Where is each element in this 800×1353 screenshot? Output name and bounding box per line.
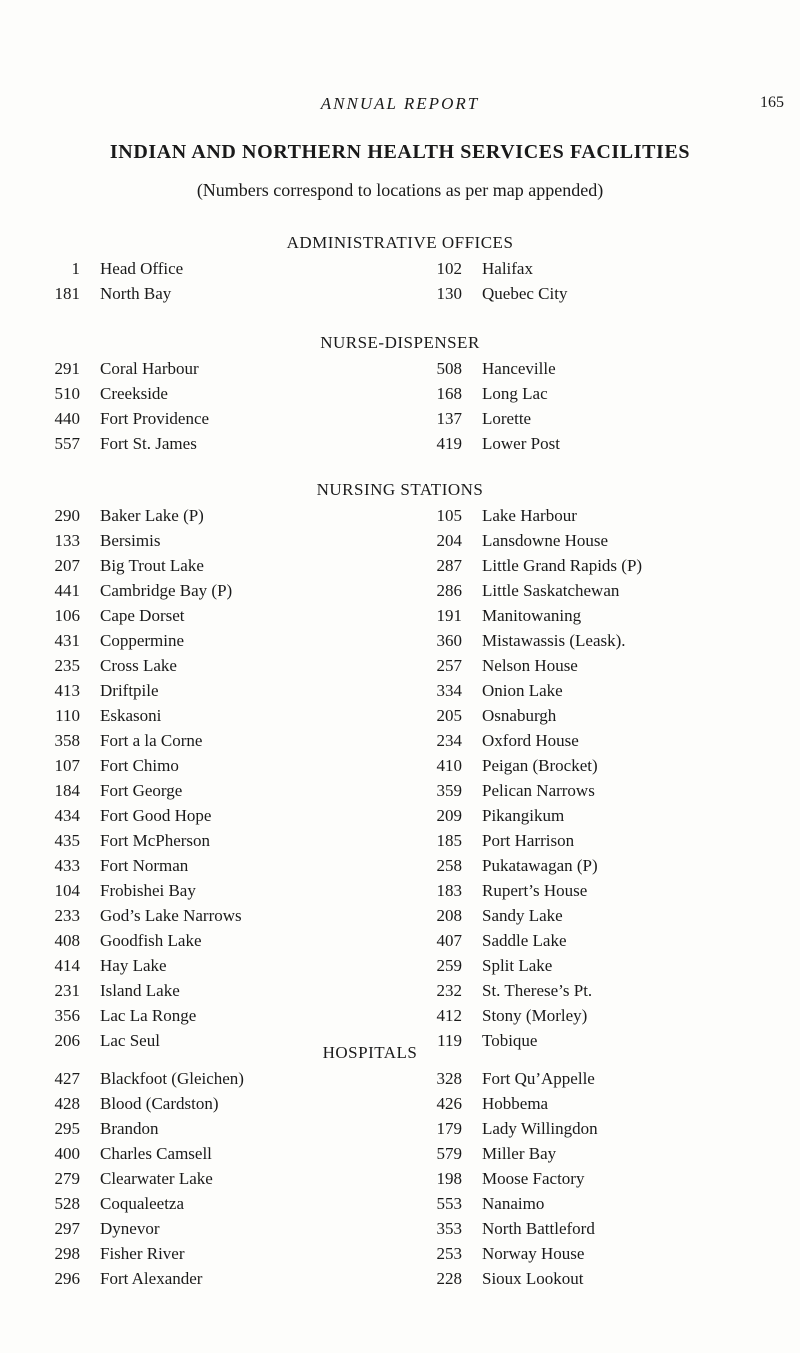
location-number: 119 [437,1031,462,1050]
location-name: St. Therese’s Pt. [482,981,593,1000]
location-name: Charles Camsell [100,1144,212,1163]
location-number: 291 [54,359,80,378]
location-number: 258 [436,856,462,875]
location-number: 235 [54,656,80,675]
list-item [0,1069,800,1094]
location-number: 297 [54,1219,80,1238]
section-administrative-offices [0,233,800,309]
list-item [0,1219,800,1244]
location-number: 1 [71,259,80,278]
location-number: 407 [436,931,462,950]
location-number: 253 [436,1244,462,1263]
location-name: Onion Lake [482,681,563,700]
location-name: Saddle Lake [482,931,567,950]
location-name: Rupert’s House [482,881,588,900]
location-number: 528 [54,1194,80,1213]
location-name: Stony (Morley) [482,1006,588,1025]
page-subtitle: (Numbers correspond to locations as per map appended) [196,180,604,200]
location-name: North Battleford [482,1219,595,1238]
location-number: 106 [54,606,80,625]
location-name: Blood (Cardston) [100,1094,219,1113]
location-number: 557 [54,434,80,453]
list-item [0,1169,800,1194]
list-item [0,706,800,731]
location-number: 431 [54,631,80,650]
location-number: 295 [54,1119,80,1138]
list-item [0,831,800,856]
location-name: Cross Lake [100,656,177,675]
location-number: 181 [54,284,80,303]
location-number: 107 [54,756,80,775]
location-number: 408 [54,931,80,950]
location-number: 257 [436,656,462,675]
location-name: Lansdowne House [482,531,609,550]
location-number: 168 [436,384,462,403]
location-number: 105 [436,506,462,525]
location-number: 508 [436,359,462,378]
location-number: 259 [436,956,462,975]
location-name: Halifax [482,259,533,278]
location-number: 427 [54,1069,80,1088]
location-name: Lady Willingdon [482,1119,598,1138]
location-name: God’s Lake Narrows [100,906,242,925]
listing-rows [0,1069,800,1294]
location-name: Fort Qu’Appelle [482,1069,595,1088]
location-name: Hay Lake [100,956,167,975]
location-number: 279 [54,1169,80,1188]
location-name: Clearwater Lake [100,1169,213,1188]
location-name: Split Lake [482,956,553,975]
list-item [0,956,800,981]
location-number: 419 [436,434,462,453]
location-name: Lake Harbour [482,506,577,525]
location-name: Dynevor [100,1219,160,1238]
section-nursing-stations [0,480,800,1056]
location-number: 228 [436,1269,462,1288]
location-number: 410 [436,756,462,775]
location-number: 414 [54,956,80,975]
list-item [0,1006,800,1031]
page-title: INDIAN AND NORTHERN HEALTH SERVICES FACILITIES [109,141,691,163]
location-name: Moose Factory [482,1169,585,1188]
location-name: Nelson House [482,656,578,675]
location-name: Osnaburgh [482,706,557,725]
list-item [0,1244,800,1269]
location-name: Quebec City [482,284,568,303]
location-number: 233 [54,906,80,925]
location-name: Fisher River [100,1244,185,1263]
location-number: 234 [436,731,462,750]
list-item [0,631,800,656]
list-item [0,981,800,1006]
listing-rows [0,259,800,309]
list-item [0,531,800,556]
list-item [0,384,800,409]
location-name: Fort Good Hope [100,806,212,825]
list-item [0,606,800,631]
location-number: 413 [54,681,80,700]
location-number: 133 [54,531,80,550]
location-number: 191 [436,606,462,625]
location-number: 208 [436,906,462,925]
location-name: Norway House [482,1244,585,1263]
location-name: Brandon [100,1119,159,1138]
location-number: 428 [54,1094,80,1113]
list-item [0,881,800,906]
running-head: ANNUAL REPORT [320,94,480,113]
location-number: 440 [54,409,80,428]
location-name: Mistawassis (Leask). [482,631,626,650]
location-name: Hobbema [482,1094,549,1113]
location-number: 287 [436,556,462,575]
location-name: Coral Harbour [100,359,199,378]
location-name: Fort Chimo [100,756,179,775]
location-name: Cape Dorset [100,606,185,625]
location-name: Baker Lake (P) [100,506,204,525]
location-name: Fort Providence [100,409,210,428]
section-title: NURSE-DISPENSER [320,333,480,352]
location-number: 360 [436,631,462,650]
list-item [0,359,800,384]
location-name: Sandy Lake [482,906,563,925]
location-name: Manitowaning [482,606,582,625]
list-item [0,259,800,284]
location-number: 441 [54,581,80,600]
list-item [0,906,800,931]
section-title: ADMINISTRATIVE OFFICES [286,233,514,252]
location-number: 207 [54,556,80,575]
location-name: North Bay [100,284,172,303]
location-name: Frobishei Bay [100,881,196,900]
location-number: 290 [54,506,80,525]
list-item [0,1119,800,1144]
location-name: Island Lake [100,981,180,1000]
section-title: NURSING STATIONS [316,480,484,499]
location-number: 358 [54,731,80,750]
location-number: 104 [54,881,80,900]
location-name: Hanceville [482,359,556,378]
location-number: 206 [54,1031,80,1050]
location-name: Driftpile [100,681,159,700]
location-name: Fort a la Corne [100,731,203,750]
location-number: 328 [436,1069,462,1088]
location-number: 579 [436,1144,462,1163]
location-number: 359 [436,781,462,800]
listing-rows [0,506,800,1056]
list-item [0,856,800,881]
location-number: 204 [436,531,462,550]
list-item [0,506,800,531]
section-hospitals [0,1043,800,1294]
location-name: Eskasoni [100,706,162,725]
list-item [0,1269,800,1294]
list-item [0,284,800,309]
location-name: Coqualeetza [100,1194,185,1213]
location-name: Lac La Ronge [100,1006,197,1025]
location-name: Little Saskatchewan [482,581,620,600]
location-number: 102 [436,259,462,278]
location-number: 356 [54,1006,80,1025]
location-name: Coppermine [100,631,185,650]
location-number: 412 [436,1006,462,1025]
location-number: 510 [54,384,80,403]
location-number: 433 [54,856,80,875]
list-item [0,1194,800,1219]
list-item [0,556,800,581]
location-number: 130 [436,284,462,303]
list-item [0,409,800,434]
location-name: Tobique [482,1031,538,1050]
location-number: 198 [436,1169,462,1188]
location-number: 353 [436,1219,462,1238]
location-name: Big Trout Lake [100,556,204,575]
location-name: Long Lac [482,384,548,403]
list-item [0,581,800,606]
list-item [0,681,800,706]
list-item [0,731,800,756]
location-name: Fort Norman [100,856,189,875]
location-name: Lower Post [482,434,560,453]
list-item [0,656,800,681]
location-name: Oxford House [482,731,579,750]
location-number: 209 [436,806,462,825]
location-number: 185 [436,831,462,850]
location-name: Fort McPherson [100,831,211,850]
list-item [0,931,800,956]
location-name: Lac Seul [100,1031,160,1050]
location-number: 232 [436,981,462,1000]
location-name: Sioux Lookout [482,1269,584,1288]
list-item [0,756,800,781]
location-name: Creekside [100,384,168,403]
location-number: 286 [436,581,462,600]
location-number: 435 [54,831,80,850]
location-name: Miller Bay [482,1144,557,1163]
location-name: Peigan (Brocket) [482,756,598,775]
section-title: HOSPITALS [322,1043,418,1062]
location-number: 400 [54,1144,80,1163]
location-name: Pukatawagan (P) [482,856,598,875]
list-item [0,1094,800,1119]
location-number: 553 [436,1194,462,1213]
list-item [0,1144,800,1169]
location-name: Blackfoot (Gleichen) [100,1069,244,1088]
location-number: 179 [436,1119,462,1138]
location-number: 334 [436,681,462,700]
location-number: 296 [54,1269,80,1288]
list-item [0,781,800,806]
listing-rows [0,359,800,459]
location-number: 183 [436,881,462,900]
list-item [0,806,800,831]
section-nurse-dispenser [0,333,800,459]
location-number: 426 [436,1094,462,1113]
location-name: Pikangikum [482,806,565,825]
location-number: 434 [54,806,80,825]
location-name: Lorette [482,409,532,428]
location-name: Port Harrison [482,831,575,850]
list-item [0,434,800,459]
page-number: 165 [760,94,784,111]
location-number: 205 [436,706,462,725]
location-name: Goodfish Lake [100,931,202,950]
location-name: Head Office [100,259,184,278]
location-name: Cambridge Bay (P) [100,581,233,600]
location-name: Bersimis [100,531,161,550]
location-number: 298 [54,1244,80,1263]
location-number: 231 [54,981,80,1000]
location-name: Fort St. James [100,434,197,453]
location-number: 137 [436,409,462,428]
location-name: Fort George [100,781,183,800]
location-name: Pelican Narrows [482,781,595,800]
location-name: Nanaimo [482,1194,545,1213]
location-number: 184 [54,781,80,800]
location-name: Little Grand Rapids (P) [482,556,643,575]
location-name: Fort Alexander [100,1269,203,1288]
location-number: 110 [55,706,80,725]
